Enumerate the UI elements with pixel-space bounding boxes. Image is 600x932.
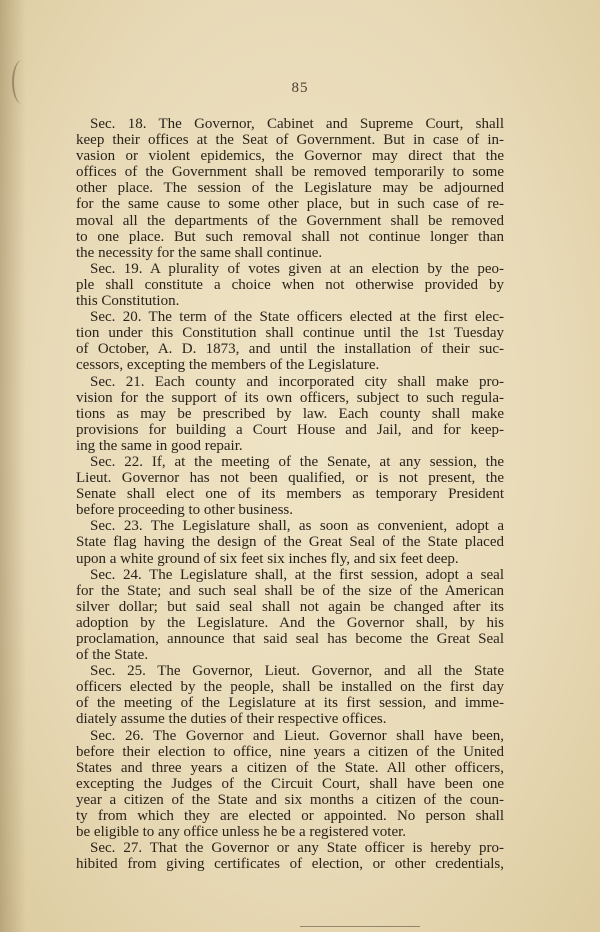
text-line: ple shall constitute a choice when not otherwise provided by — [76, 276, 504, 293]
text-line: the necessity for the same shall continue. — [76, 244, 323, 261]
text-line: upon a white ground of six feet six inches fly, and six feet deep. — [76, 550, 459, 567]
text-line: Sec. 19. A plurality of votes given at an election by the peo- — [90, 260, 504, 277]
page-number: 85 — [291, 80, 309, 96]
bottom-rule — [300, 926, 420, 927]
binding-shadow — [0, 0, 26, 932]
text-line: provisions for building a Court House and Jail, and for keep- — [76, 421, 504, 438]
text-line: year a citizen of the State and six months a citizen of the coun- — [76, 791, 504, 808]
text-line: Sec. 18. The Governor, Cabinet and Supreme Court, shall — [90, 116, 504, 132]
text-line: Lieut. Governor has not been qualified, or is not present, the — [76, 470, 504, 487]
text-line: hibited from giving certificates of election, or other credentials, — [76, 856, 504, 873]
text-line: silver dollar; but said seal shall not again be changed after its — [76, 598, 504, 615]
text-line: before proceeding to other business. — [76, 502, 294, 519]
text-line: of the meeting of the Legislature at its first session, and imme- — [76, 695, 504, 712]
text-line: proclamation, announce that said seal has become the Great Seal — [76, 631, 504, 647]
text-line: of the State. — [76, 647, 149, 664]
text-line: be eligible to any office unless he be a registered voter. — [76, 824, 407, 841]
text-line: offices of the Government shall be removed temporarily to some — [76, 164, 504, 181]
text-line: Sec. 22. If, at the meeting of the Senate, at any session, the — [90, 453, 504, 470]
text-line: tions as may be prescribed by law. Each county shall make — [76, 405, 504, 422]
text-line: Sec. 23. The Legislature shall, as soon as convenient, adopt a — [90, 518, 504, 535]
text-line: other place. The session of the Legislature may be adjourned — [76, 180, 504, 197]
text-line: ing the same in good repair. — [76, 437, 243, 454]
text-line: to one place. But such removal shall not continue longer than — [76, 228, 504, 245]
text-line: Sec. 21. Each county and incorporated city shall make pro- — [90, 373, 504, 390]
text-line: vasion or violent epidemics, the Governor may direct that the — [76, 148, 504, 165]
text-line: for the State; and such seal shall be of the size of the American — [76, 582, 504, 599]
text-line: diately assume the duties of their respective offices. — [76, 711, 387, 728]
text-line: adoption by the Legislature. And the Governor shall, by his — [76, 614, 504, 631]
text-line: for the same cause to some other place, but in such case of re- — [76, 196, 504, 213]
text-line: cessors, excepting the members of the Legislature. — [76, 357, 380, 374]
text-line: excepting the Judges of the Circuit Court, shall have been one — [76, 775, 504, 792]
text-line: Senate shall elect one of its members as temporary President — [76, 486, 504, 503]
text-line: of October, A. D. 1873, and until the installation of their suc- — [76, 341, 504, 358]
text-line: Sec. 26. The Governor and Lieut. Governor shall have been, — [90, 727, 504, 744]
text-line: Sec. 25. The Governor, Lieut. Governor, and all the State — [90, 663, 504, 680]
text-line: officers elected by the people, shall be installed on the first day — [76, 679, 504, 696]
text-line: States and three years a citizen of the State. All other officers, — [76, 759, 504, 776]
text-line: Sec. 24. The Legislature shall, at the first session, adopt a seal — [90, 566, 504, 583]
text-line: before their election to office, nine years a citizen of the United — [76, 743, 504, 760]
text-line: this Constitution. — [76, 293, 180, 310]
text-line: tion under this Constitution shall continue until the 1st Tuesday — [76, 325, 504, 342]
text-line: keep their offices at the Seat of Government. But in case of in- — [76, 132, 504, 149]
body-text — [76, 116, 504, 872]
text-line: ty from which they are elected or appointed. No person shall — [76, 808, 504, 825]
text-line: Sec. 27. That the Governor or any State officer is hereby pro- — [90, 840, 504, 857]
text-line: vision for the support of its own officers, subject to such regula- — [76, 389, 504, 406]
text-line: moval all the departments of the Government shall be removed — [76, 212, 504, 229]
text-line: State flag having the design of the Great Seal of the State placed — [76, 534, 504, 551]
text-line: Sec. 20. The term of the State officers elected at the first elec- — [90, 309, 504, 326]
